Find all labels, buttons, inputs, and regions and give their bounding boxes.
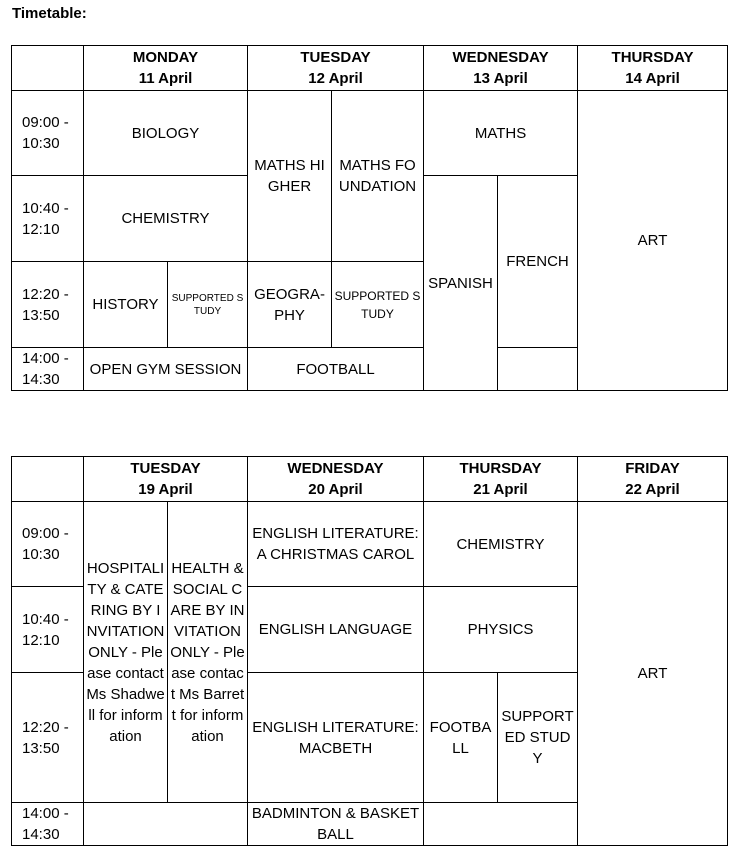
lesson-cell: BADMINTON & BASKETBALL (248, 803, 424, 846)
lesson-cell: OPEN GYM SESSION (84, 348, 248, 391)
empty-cell (498, 348, 578, 391)
timetable-week-1 (11, 45, 728, 391)
page-title: Timetable: (12, 5, 87, 22)
day-header: TUESDAY 19 April (84, 457, 248, 502)
day-header: THURSDAY 14 April (578, 46, 728, 91)
time-slot: 14:00 - 14:30 (12, 803, 84, 846)
lesson-cell: HEALTH & SOCIAL CARE BY INVITATION ONLY - Please contact Ms Barrett for information (168, 502, 248, 803)
lesson-cell: GEOGRA-PHY (248, 262, 332, 348)
corner-cell (12, 457, 84, 502)
lesson-cell: ART (578, 502, 728, 846)
lesson-cell: HISTORY (84, 262, 168, 348)
lesson-cell: ENGLISH LANGUAGE (248, 587, 424, 673)
time-slot: 10:40 - 12:10 (12, 587, 84, 673)
time-slot: 10:40 - 12:10 (12, 176, 84, 262)
day-header: FRIDAY 22 April (578, 457, 728, 502)
day-header: WEDNESDAY 13 April (424, 46, 578, 91)
empty-cell (84, 803, 248, 846)
lesson-cell: MATHS (424, 91, 578, 176)
time-slot: 09:00 - 10:30 (12, 91, 84, 176)
lesson-cell: PHYSICS (424, 587, 578, 673)
lesson-cell: SUPPORTED STUDY (498, 673, 578, 803)
lesson-cell: CHEMISTRY (84, 176, 248, 262)
time-slot: 12:20 - 13:50 (12, 262, 84, 348)
lesson-cell: BIOLOGY (84, 91, 248, 176)
timetable-week-2 (11, 456, 728, 846)
day-header: MONDAY 11 April (84, 46, 248, 91)
time-slot: 14:00 - 14:30 (12, 348, 84, 391)
time-slot: 12:20 - 13:50 (12, 673, 84, 803)
day-header: THURSDAY 21 April (424, 457, 578, 502)
lesson-cell: FOOTBALL (424, 673, 498, 803)
lesson-cell: MATHS HIGHER (248, 91, 332, 262)
lesson-cell: SUPPORTED STUDY (168, 262, 248, 348)
lesson-cell: SPANISH (424, 176, 498, 391)
lesson-cell: ART (578, 91, 728, 391)
lesson-cell: CHEMISTRY (424, 502, 578, 587)
lesson-cell: MATHS FOUNDATION (332, 91, 424, 262)
lesson-cell: FOOTBALL (248, 348, 424, 391)
day-header: TUESDAY 12 April (248, 46, 424, 91)
lesson-cell: ENGLISH LITERATURE: A CHRISTMAS CAROL (248, 502, 424, 587)
corner-cell (12, 46, 84, 91)
lesson-cell: SUPPORTED STUDY (332, 262, 424, 348)
day-header: WEDNESDAY 20 April (248, 457, 424, 502)
time-slot: 09:00 - 10:30 (12, 502, 84, 587)
lesson-cell: HOSPITALITY & CATERING BY INVITATION ONLY - Please contact Ms Shadwell for information (84, 502, 168, 803)
empty-cell (424, 803, 578, 846)
lesson-cell: FRENCH (498, 176, 578, 348)
lesson-cell: ENGLISH LITERATURE: MACBETH (248, 673, 424, 803)
